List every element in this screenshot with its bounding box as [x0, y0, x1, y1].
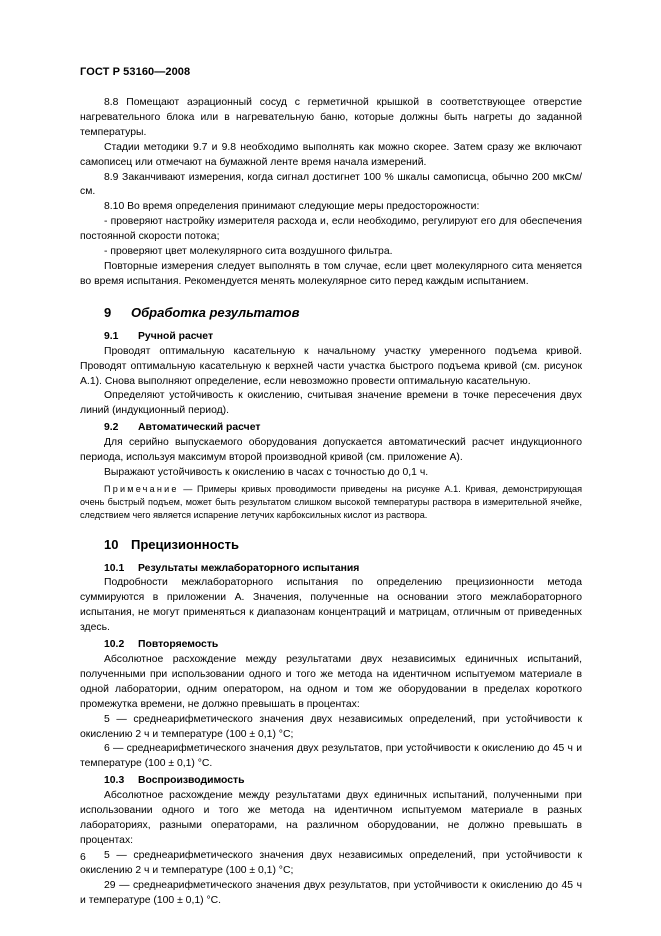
note-text: — Примеры кривых проводимости приведены на рисунке А.1. Кривая, демонстрирующая очень быстрый подъем, может быть результатом слишком высокой температуры раствора в измерительной ячейке, следствием чего является испарение летучих карбоксильных кислот из раствора.: [80, 483, 582, 520]
paragraph-8-9: 8.9 Заканчивают измерения, когда сигнал достигнет 100 % шкалы самописца, обычно 200 мкСм/см.: [80, 171, 582, 198]
paragraph-9-2-b: Выражают устойчивость к окислению в часах с точностью до 0,1 ч.: [104, 466, 429, 478]
paragraph-8-8: 8.8 Помещают аэрационный сосуд с герметичной крышкой в соответствующее отверстие нагревательного блока или в нагревательную баню, которые должны быть нагреты до заданной температуры.: [80, 97, 582, 138]
paragraph-10-2-b: 6 — среднеарифметического значения двух результатов, при устойчивости к окислению до 45 ч и температуре (100 ± 0,1) °С.: [80, 743, 582, 770]
subsection-number: 9.2: [104, 422, 119, 434]
section-number: 10: [104, 536, 119, 552]
paragraph-9-1-a: Проводят оптимальную касательную к начальному участку умеренного подъема кривой. Проводят оптимальную касательную к верхней части участка быстрого подъема кривой (см. рисунок А.1). Снова выполняют определение, если невозможно провести оптимальную касательную.: [80, 345, 582, 387]
document-body: [80, 96, 582, 908]
subsection-9-2-heading: [80, 421, 582, 436]
subsection-number: 10.1: [104, 562, 125, 574]
subsection-title: Автоматический расчет: [138, 422, 261, 434]
section-title: Прецизионность: [131, 536, 239, 552]
paragraph-10-3-b: 29 — среднеарифметического значения двух результатов, при устойчивости к окислению до 45 ч и температуре (100 ± 0,1) °С.: [80, 879, 582, 906]
subsection-10-1-heading: [80, 562, 582, 577]
paragraph-9-1-b: Определяют устойчивость к окислению, считывая значение времени в точке пересечения двух линий (индукционный период).: [80, 390, 582, 417]
section-title: Обработка результатов: [131, 304, 300, 320]
section-10-heading: [80, 537, 582, 553]
subsection-number: 9.1: [104, 330, 119, 342]
subsection-title: Воспроизводимость: [138, 775, 245, 787]
document-header: ГОСТ Р 53160—2008: [80, 66, 191, 78]
subsection-10-3-heading: [80, 774, 582, 789]
list-item-check-flow: - проверяют настройку измерителя расхода и, если необходимо, регулируют его для обеспечения постоянной скорости потока;: [80, 216, 582, 243]
note: [80, 483, 582, 522]
paragraph-8-10: 8.10 Во время определения принимают следующие меры предосторожности:: [104, 201, 480, 213]
section-number: 9: [104, 304, 112, 320]
paragraph-10-1: Подробности межлабораторного испытания по определению прецизионности метода суммируются в приложении А. Значения, полученные на основании этого межлабораторного испытания, не могут применяться к диапазонам концентраций и матрицам, отличным от приведенных здесь.: [80, 577, 582, 634]
subsection-10-2-heading: [80, 638, 582, 653]
subsection-number: 10.3: [104, 775, 125, 787]
subsection-9-1-heading: [80, 330, 582, 345]
paragraph-10-2-a: 5 — среднеарифметического значения двух независимых определений, при устойчивости к окислению 2 ч и температуре (100 ± 0,1) °С;: [80, 713, 582, 740]
paragraph-9-2-a: Для серийно выпускаемого оборудования допускается автоматический расчет индукционного периода, используя максимум второй производной кривой (см. приложение А).: [80, 437, 582, 464]
note-label: Примечание: [104, 483, 179, 494]
list-item-check-sieve: - проверяют цвет молекулярного сита воздушного фильтра.: [104, 246, 393, 258]
paragraph-repeat: Повторные измерения следует выполнять в том случае, если цвет молекулярного сита меняется во время испытания. Рекомендуется менять молекулярное сито перед каждым испытанием.: [80, 260, 582, 287]
subsection-title: Результаты межлабораторного испытания: [138, 562, 360, 574]
subsection-title: Повторяемость: [138, 639, 219, 651]
page-number: 6: [80, 852, 86, 863]
subsection-title: Ручной расчет: [138, 330, 214, 342]
paragraph-10-3: Абсолютное расхождение между результатами двух единичных испытаний, полученными при использовании одного и того же метода на идентичном испытуемом материале в разных лабораториях, разными операторами, на различном оборудовании, не должно превышать в процентах:: [80, 790, 582, 846]
subsection-number: 10.2: [104, 639, 125, 651]
paragraph-10-2: Абсолютное расхождение между результатами двух независимых единичных испытаний, полученными при использовании одного и того же метода на идентичном испытуемом материале в одной лаборатории, одним оператором, на одном и том же оборудовании в пределах короткого промежутка времени, не должно превышать в процентах:: [80, 654, 582, 710]
paragraph-10-3-a: 5 — среднеарифметического значения двух независимых определений, при устойчивости к окислению 2 ч и температуре (100 ± 0,1) °С;: [80, 849, 582, 876]
section-9-heading: [80, 305, 582, 321]
paragraph-stages: Стадии методики 9.7 и 9.8 необходимо выполнять как можно скорее. Затем сразу же включают самописец или отмечают на бумажной ленте время начала измерений.: [80, 141, 582, 168]
